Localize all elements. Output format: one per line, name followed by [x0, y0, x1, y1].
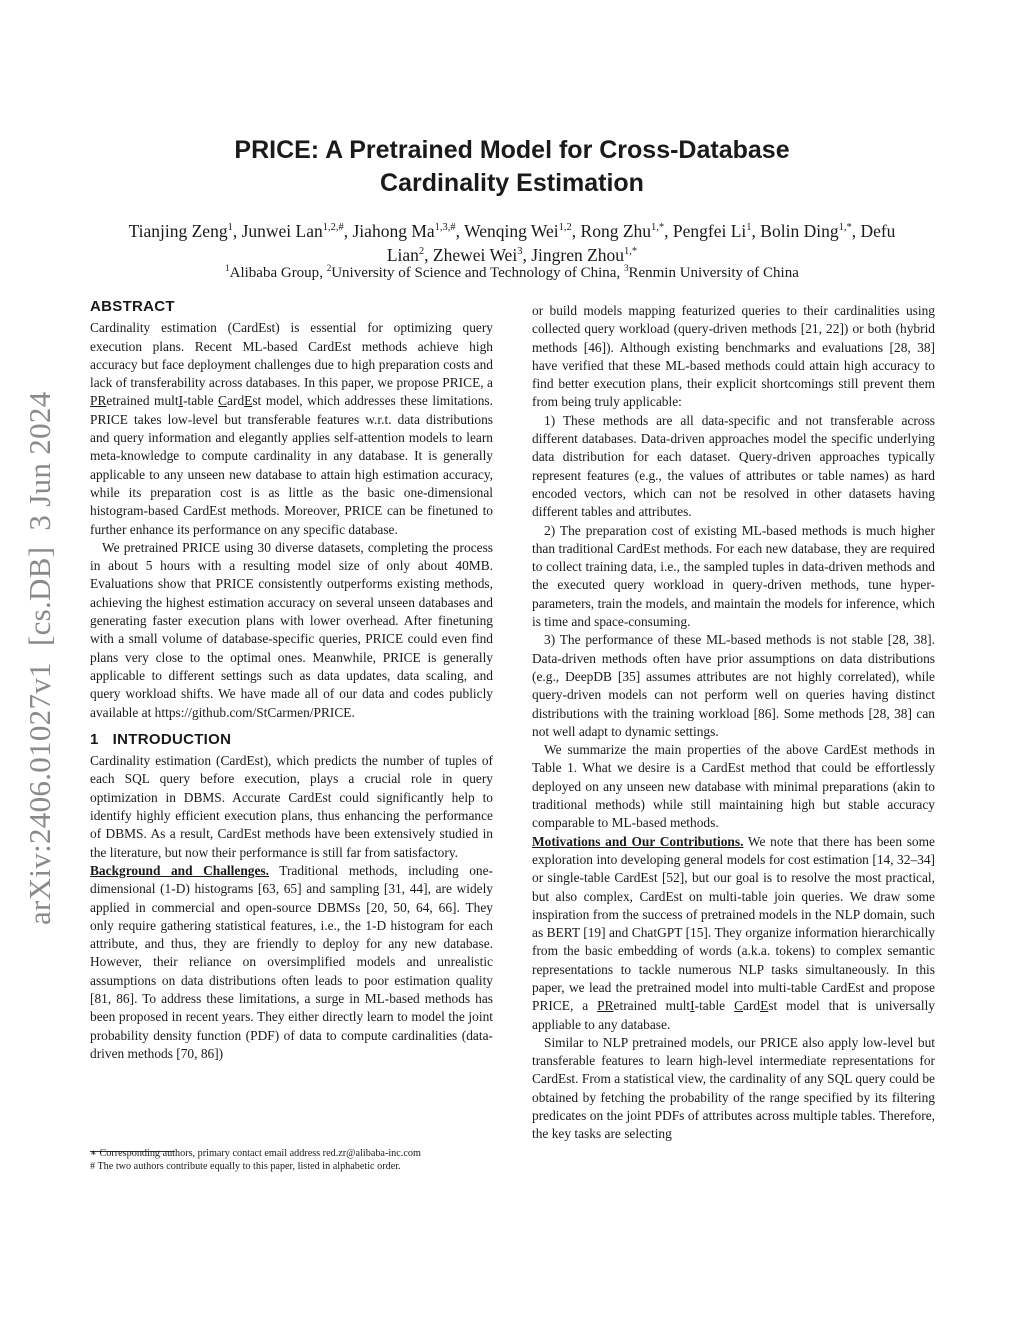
text-run: 3) The performance of these ML-based methods is not stable [28, 38]. Data-driven methods often have prior assumptions on data distributions (e.g., DeepDB [35] assumes attributes are not highly correlated), while query-driven models can not perform well on queries having distinct distributions with the training workload [86]. Some methods [28, 38] can not well adapt to dynamic settings. [532, 632, 935, 739]
author [353, 221, 456, 241]
author-affiliation-mark: 1,* [651, 222, 665, 234]
author [673, 221, 752, 241]
author [433, 245, 523, 265]
text-run: C [218, 393, 228, 409]
text-run: E [244, 393, 253, 409]
abstract-body [90, 319, 493, 722]
author-name: Zhewei Wei [432, 245, 518, 265]
author-name: Jiahong Ma [352, 221, 435, 241]
text-run: st model, which addresses these limitations. PRICE takes low-level but transferable features w.r.t. data distributions and query information and elegantly applies self-attention models to learn meta-knowledge to compute cardinality in any database. It is generally applicable to any unseen new database to attain high estimation accuracy, while its preparation cost is as little as the basic one-dimensional histogram-based CardEst methods. Moreover, PRICE can be finetuned to further enhance its performance on any specific database. [90, 393, 493, 537]
paragraph [90, 539, 493, 722]
text-run: Similar to NLP pretrained models, our PRICE also apply low-level but transferable features to learn high-level intermediate representations for CardEst. From a statistical view, the cardinality of any SQL query could be obtained by fetching the probability of the range specified by its filtering predicates on the joint PDFs of attributes across multiple tables. Therefore, the key tasks are selecting [532, 1034, 935, 1142]
text-run: We pretrained PRICE using 30 diverse datasets, completing the process in about 5 hours with a resulting model size of only about 40MB. Evaluations show that PRICE consistently outperforms existing methods, achieving the highest estimation accuracy on several unseen databases and generating faster execution plans with lower overhead. After finetuning with a small volume of database-specific queries, PRICE could even find plans very close to the optimal ones. Meanwhile, PRICE is generally applicable to different settings such as data updates, data scaling, and query workload shifts. We have made all of our data and codes publicly available at https://github.com/StCarmen/PRICE. [90, 539, 493, 720]
paragraph [90, 862, 493, 1063]
arxiv-stamp: arXiv:2406.01027v1 [cs.DB] 3 Jun 2024 [22, 391, 57, 925]
author-name: Bolin Ding [760, 221, 839, 241]
author-name: Junwei Lan [241, 221, 323, 241]
author-affiliation-mark: 1,3,# [434, 222, 456, 234]
author-name: Jingren Zhou [531, 245, 625, 265]
author [242, 221, 344, 241]
paragraph [532, 631, 935, 741]
paragraph [532, 1034, 935, 1144]
author-name: Defu Lian [386, 221, 896, 265]
author-affiliation-mark: 1,2 [558, 222, 572, 234]
affiliation-mark: 3 [623, 263, 629, 273]
paragraph [532, 302, 935, 412]
affiliation-name: University of Science and Technology of China [331, 265, 617, 281]
section-number: 1 [90, 730, 99, 748]
author-affiliation-mark: 1 [227, 222, 233, 234]
run-in-heading: Motivations and Our Contributions. [532, 833, 744, 849]
author-affiliation-mark: 1,2,# [322, 222, 344, 234]
author-affiliation-mark: 1 [746, 222, 752, 234]
text-run: Traditional methods, including one-dimensional (1-D) histograms [63, 65] and sampling [31, 44], are widely applied in commercial and open-source DBMSs [20, 50, 64, 66]. They only require gathering statistical features, i.e., the 1-D histogram for each attribute, and thus, they are friendly to deploy for any new database. However, their reliance on oversimplified models and unrealistic assumptions on data distributions often leads to poor estimation quality [81, 86]. To address these limitations, a surge in ML-based methods has been proposed in recent years. They either directly learn to model the joint probability density function (PDF) of data to compute cardinalities (data-driven methods [70, 86]) [90, 862, 493, 1061]
text-run: C [734, 998, 743, 1014]
affiliation-mark: 2 [326, 263, 332, 273]
text-run: I [690, 998, 695, 1014]
author [581, 221, 665, 241]
text-run: st model that is universally appliable to any database. [532, 998, 935, 1032]
affiliation-name: Renmin University of China [628, 265, 799, 281]
paragraph [532, 522, 935, 632]
text-run: ard [743, 998, 761, 1014]
text-run: -table [183, 393, 219, 409]
title-line-2: Cardinality Estimation [380, 169, 644, 197]
paragraph [532, 412, 935, 522]
footnote-equal-contribution: # The two authors contribute equally to this paper, listed in alphabetic order. [90, 1160, 401, 1172]
text-run: or build models mapping featurized queries to their cardinalities using collected query workload (query-driven methods [21, 22]) or both (hybrid methods [46]). Although existing benchmarks and evaluations [28, 38] have verified that these ML-based methods could attain high accuracy to find better execution plans, their explicit shortcomings still prevent them from being truly applicable: [532, 303, 935, 410]
text-run: We note that there has been some exploration into developing general models for cost estimation [14, 32–34] or single-table CardEst [52], but our goal is to resolve the most practical, but also complex, CardEst on multi-table join queries. We draw some inspiration from the success of pretrained models in the NLP domain, such as BERT [19] and ChatGPT [15]. They organize information hierarchically from the basic embedding of words (a.k.a. tokens) to complex semantic representations to tackle numerous NLP tasks simultaneously. In this paper, we lead the pretrained model into multi-table CardEst and propose PRICE, a [532, 833, 935, 1014]
text-run: 1) These methods are all data-specific and not transferable across different databases. Data-driven approaches model the specific underlying data distribution for each dataset. Query-driven approaches typically represent features (e.g., the values of attributes or table names) as hard encoded vectors, which can not be resolved in other datasets having different tables and attributes. [532, 412, 935, 520]
author [464, 221, 572, 241]
author [760, 221, 851, 241]
footnote-corresponding: ∗ Corresponding authors, primary contact email address red.zr@alibaba-inc.com [90, 1148, 421, 1159]
author-name: Pengfei Li [672, 221, 747, 241]
author-name: Rong Zhu [580, 221, 652, 241]
text-run: I [178, 393, 184, 409]
text-run: -table [694, 998, 735, 1014]
paragraph [532, 741, 935, 832]
left-column [90, 298, 493, 1063]
abstract-heading: ABSTRACT [90, 298, 175, 315]
text-run: We summarize the main properties of the above CardEst methods in Table 1. What we desire is a CardEst method that could be effortlessly deployed on any unseen new database with minimal preparations (akin to traditional methods) while still maintaining high but stable accuracy comparable to ML-based methods. [532, 742, 935, 831]
author-list: Tianjing Zeng$^1$, Junwei Lan$^{1,2,\#}$, Jiahong $Ma^{1,3,\#}$, Wenqing Wei$^{1,2}$, Rong Zhu$^{1,*}$, Pengfei Li$^1$, Bolin Ding$^{1,*}$, Defu Lian$^2$, Zhewei Wei$^3$, Jingren Zhou$^{1,*}$ [128, 221, 896, 265]
title-line-1: PRICE: A Pretrained Model for Cross-Database [234, 136, 790, 164]
text-run: etrained mult [106, 393, 179, 409]
text-run: ard [227, 393, 245, 409]
paper-title [0, 134, 1024, 200]
author [531, 245, 637, 265]
paragraph [532, 833, 935, 1034]
text-run: Cardinality estimation (CardEst) is essential for optimizing query execution plans. Recent ML-based CardEst methods achieve high accuracy but face deployment challenges due to high preparation costs and lack of transferability across databases. In this paper, we propose PRICE, a [90, 320, 493, 391]
intro-heading [90, 731, 493, 749]
affiliation-name: Alibaba Group [229, 265, 320, 281]
affiliation-mark: 1 [225, 263, 230, 273]
paragraph [90, 752, 493, 862]
run-in-heading: Background and Challenges. [90, 862, 269, 878]
author-affiliation-mark: 1,* [838, 222, 852, 234]
text-run: 2) The preparation cost of existing ML-based methods is much higher than traditional CardEst methods. For each new database, they are required to collect training data, i.e., the sampled tuples in data-driven methods and the executed query workload in query-driven methods, tune hyper-parameters, train the models, and maintain the models for inference, which is time and space-consuming. [532, 522, 935, 630]
author-affiliation-mark: 3 [517, 246, 523, 258]
text-run: etrained mult [613, 998, 691, 1014]
text-run: E [760, 998, 769, 1014]
footnotes [90, 1148, 510, 1173]
intro-body-left [90, 752, 493, 1063]
author [129, 221, 233, 241]
text-run: PR [597, 998, 614, 1014]
author-affiliation-mark: 1,* [624, 246, 638, 258]
affiliations: $^1$Alibaba Group, $^2$University of Science and Technology of China, $^3$Renmin University of China [225, 263, 799, 281]
right-column [532, 302, 935, 1144]
paragraph [90, 319, 493, 539]
section-title: INTRODUCTION [112, 730, 232, 748]
text-run: PR [90, 393, 107, 409]
text-run: Cardinality estimation (CardEst), which predicts the number of tuples of each SQL query before execution, plays a crucial role in query optimization in DBMS. Accurate CardEst could significantly help to identify highly efficient execution plans, thus enhancing the performance of DBMS. As a result, CardEst methods have been extensively studied in the literature, but now their performance is still far from satisfactory. [90, 753, 493, 860]
author-affiliation-mark: 2 [418, 246, 425, 258]
author-name: Wenqing Wei [464, 221, 559, 241]
author-name: Tianjing Zeng [128, 221, 228, 241]
